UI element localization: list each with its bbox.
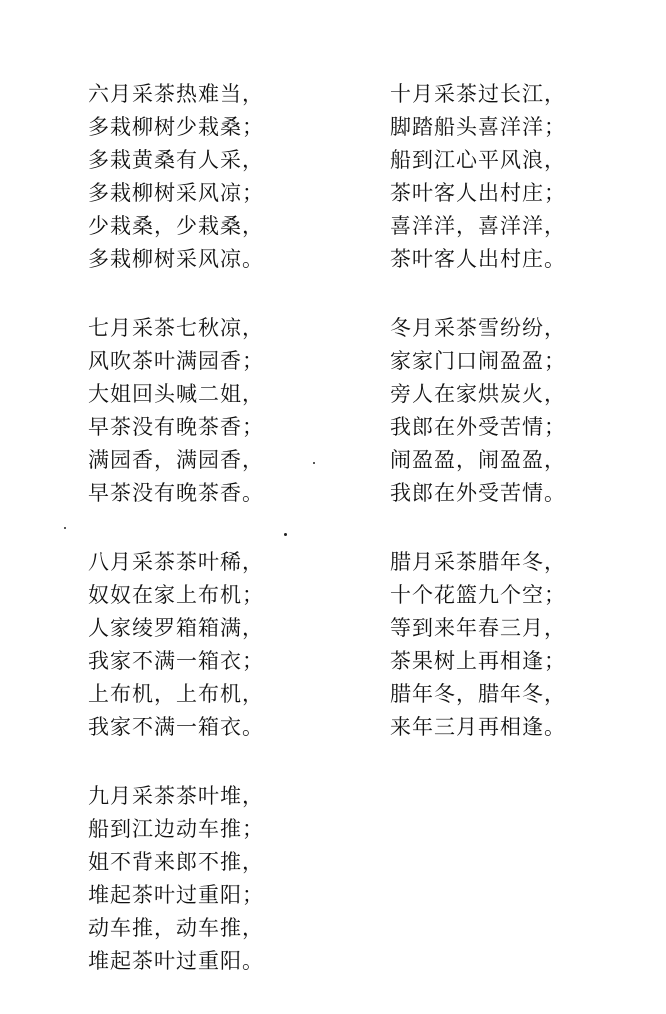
stanza-july <box>88 312 338 510</box>
poem-line: 九月采茶茶叶堆， <box>88 784 264 808</box>
poem-line: 闹盈盈，闹盈盈， <box>390 448 566 472</box>
poem-line: 我郎在外受苦情； <box>390 415 566 439</box>
stanza-november <box>386 312 636 510</box>
stanza-september <box>88 780 338 978</box>
poem-line: 堆起茶叶过重阳。 <box>88 949 264 973</box>
poem-line: 奴奴在家上布机； <box>88 583 264 607</box>
poem-line: 脚踏船头喜洋洋； <box>390 115 566 139</box>
poem-line: 船到江心平风浪， <box>390 148 566 172</box>
poem-line: 茶果树上再相逢； <box>390 649 566 673</box>
poem-line: 多栽柳树采风凉。 <box>88 247 264 271</box>
poem-line: 旁人在家烘炭火， <box>390 382 566 406</box>
poem-line: 家家门口闹盈盈； <box>390 349 566 373</box>
poem-line: 船到江边动车推； <box>88 817 264 841</box>
poem-line: 早茶没有晚茶香； <box>88 415 264 439</box>
stanza-october <box>386 78 636 276</box>
poem-line: 茶叶客人出村庄。 <box>390 247 566 271</box>
poem-line: 等到来年春三月， <box>390 616 566 640</box>
poem-line: 我郎在外受苦情。 <box>390 481 566 505</box>
stanza-august <box>88 546 338 744</box>
poem-line: 满园香，满园香， <box>88 448 264 472</box>
poem-line: 十月采茶过长江， <box>390 82 566 106</box>
poem-line: 八月采茶茶叶稀， <box>88 550 264 574</box>
poem-line: 十个花篮九个空； <box>390 583 566 607</box>
poem-line: 我家不满一箱衣。 <box>88 715 264 739</box>
poem-line: 大姐回头喊二姐， <box>88 382 264 406</box>
scan-speck <box>64 527 66 529</box>
poem-line: 我家不满一箱衣； <box>88 649 264 673</box>
poem-line: 腊年冬，腊年冬， <box>390 682 566 706</box>
poem-line: 茶叶客人出村庄； <box>390 181 566 205</box>
poem-line: 少栽桑，少栽桑， <box>88 214 264 238</box>
poem-line: 人家绫罗箱箱满， <box>88 616 264 640</box>
poem-line: 上布机，上布机， <box>88 682 264 706</box>
stanza-december <box>386 546 636 744</box>
poem-line: 风吹茶叶满园香； <box>88 349 264 373</box>
poem-line: 堆起茶叶过重阳； <box>88 883 264 907</box>
scan-speck <box>284 533 287 536</box>
poem-line: 早茶没有晚茶香。 <box>88 481 264 505</box>
poem-line: 多栽黄桑有人采， <box>88 148 264 172</box>
poem-line: 腊月采茶腊年冬， <box>390 550 566 574</box>
poem-line: 多栽柳树采风凉； <box>88 181 264 205</box>
left-column <box>88 78 338 1014</box>
scan-speck <box>313 462 315 464</box>
poem-line: 六月采茶热难当， <box>88 82 264 106</box>
poem-line: 姐不背来郎不推， <box>88 850 264 874</box>
poem-line: 多栽柳树少栽桑； <box>88 115 264 139</box>
poem-line: 动车推，动车推， <box>88 916 264 940</box>
right-column <box>386 78 636 780</box>
poem-line: 喜洋洋，喜洋洋， <box>390 214 566 238</box>
poem-line: 七月采茶七秋凉， <box>88 316 264 340</box>
poem-line: 来年三月再相逢。 <box>390 715 566 739</box>
stanza-june <box>88 78 338 276</box>
poem-line: 冬月采茶雪纷纷， <box>390 316 566 340</box>
